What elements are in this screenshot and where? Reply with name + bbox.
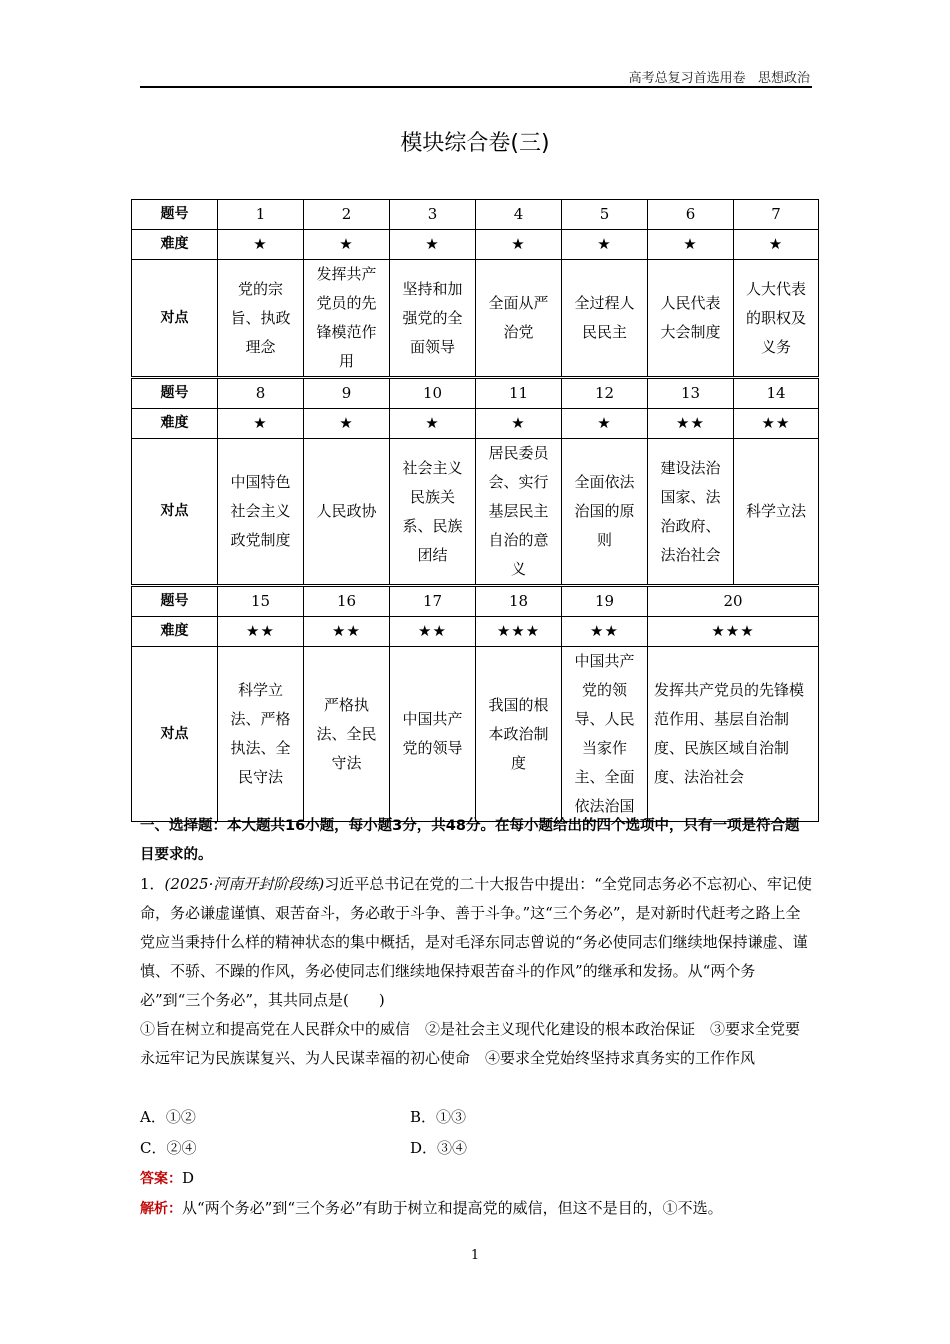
question-number: 4 bbox=[476, 200, 562, 230]
question-number: 17 bbox=[390, 586, 476, 617]
topic-cell: 党的宗旨、执政理念 bbox=[218, 260, 304, 378]
topic-cell: 全过程人民民主 bbox=[562, 260, 648, 378]
difficulty-stars: ★ bbox=[734, 230, 819, 260]
row-label-difficulty: 难度 bbox=[132, 230, 218, 260]
topic-cell: 中国共产党的领导 bbox=[390, 647, 476, 822]
row-label-topic: 对点 bbox=[132, 260, 218, 378]
difficulty-stars: ★ bbox=[218, 409, 304, 439]
question-number: 10 bbox=[390, 378, 476, 409]
table-row bbox=[132, 586, 819, 617]
difficulty-stars: ★★ bbox=[562, 617, 648, 647]
question-number: 3 bbox=[390, 200, 476, 230]
difficulty-stars: ★★ bbox=[390, 617, 476, 647]
question-number: 18 bbox=[476, 586, 562, 617]
topic-cell: 建设法治国家、法治政府、法治社会 bbox=[648, 439, 734, 586]
topic-cell: 全面依法治国的原则 bbox=[562, 439, 648, 586]
topic-cell: 严格执法、全民守法 bbox=[304, 647, 390, 822]
question-number: 6 bbox=[648, 200, 734, 230]
answer-line bbox=[140, 1164, 194, 1194]
question-number: 16 bbox=[304, 586, 390, 617]
analysis-line bbox=[140, 1194, 820, 1224]
row-label-topic: 对点 bbox=[132, 439, 218, 586]
table-row bbox=[132, 230, 819, 260]
answer-value: D bbox=[182, 1169, 195, 1187]
option-c: C．②④ bbox=[140, 1139, 197, 1157]
analysis-label: 解析： bbox=[140, 1201, 182, 1217]
answer-label: 答案： bbox=[140, 1171, 182, 1187]
question-number: 14 bbox=[734, 378, 819, 409]
question-stem bbox=[140, 870, 812, 1015]
question-source: (2025·河南开封阶段练) bbox=[164, 875, 325, 893]
row-label-topic: 对点 bbox=[132, 647, 218, 822]
page-header bbox=[629, 67, 810, 86]
topic-cell: 社会主义民族关系、民族团结 bbox=[390, 439, 476, 586]
row-label-difficulty: 难度 bbox=[132, 617, 218, 647]
question-number: 15 bbox=[218, 586, 304, 617]
table-row bbox=[132, 200, 819, 230]
row-label-difficulty: 难度 bbox=[132, 409, 218, 439]
page-number: 1 bbox=[470, 1248, 480, 1263]
topic-cell: 发挥共产党员的先锋模范作用、基层自治制度、民族区域自治制度、法治社会 bbox=[648, 647, 819, 822]
difficulty-stars: ★ bbox=[304, 409, 390, 439]
section-heading: 一、选择题：本大题共16小题，每小题3分，共48分。在每小题给出的四个选项中，只有一项是符合题目要求的。 bbox=[140, 818, 800, 863]
table-row bbox=[132, 409, 819, 439]
difficulty-stars: ★★ bbox=[304, 617, 390, 647]
topic-cell: 居民委员会、实行基层民主自治的意义 bbox=[476, 439, 562, 586]
option-a: A．①② bbox=[140, 1108, 196, 1126]
topic-cell: 人民代表大会制度 bbox=[648, 260, 734, 378]
table-row bbox=[132, 617, 819, 647]
question-number: 2 bbox=[304, 200, 390, 230]
option-b: B．①③ bbox=[410, 1108, 467, 1126]
difficulty-stars: ★★ bbox=[734, 409, 819, 439]
topic-cell: 中国特色社会主义政党制度 bbox=[218, 439, 304, 586]
difficulty-stars: ★★★ bbox=[476, 617, 562, 647]
page-title: 模块综合卷(三) bbox=[400, 131, 550, 156]
question-number-label: 1． bbox=[140, 875, 165, 893]
topic-cell: 中国共产党的领导、人民当家作主、全面依法治国 bbox=[562, 647, 648, 822]
topic-cell: 人大代表的职权及义务 bbox=[734, 260, 819, 378]
difficulty-stars: ★ bbox=[304, 230, 390, 260]
analysis-text: 从“两个务必”到“三个务必”有助于树立和提高党的威信，但这不是目的，①不选。 bbox=[182, 1199, 723, 1217]
question-number: 12 bbox=[562, 378, 648, 409]
question-number: 11 bbox=[476, 378, 562, 409]
row-label-number: 题号 bbox=[132, 200, 218, 230]
difficulty-stars: ★ bbox=[562, 409, 648, 439]
difficulty-stars: ★ bbox=[218, 230, 304, 260]
row-label-number: 题号 bbox=[132, 586, 218, 617]
difficulty-stars: ★ bbox=[648, 230, 734, 260]
question-number: 5 bbox=[562, 200, 648, 230]
topic-cell: 科学立法、严格执法、全民守法 bbox=[218, 647, 304, 822]
topic-cell: 我国的根本政治制度 bbox=[476, 647, 562, 822]
question-1 bbox=[140, 870, 812, 1073]
option-d: D．③④ bbox=[410, 1139, 468, 1157]
header-subject: 思想政治 bbox=[757, 71, 810, 86]
table-row bbox=[132, 260, 819, 378]
question-number: 13 bbox=[648, 378, 734, 409]
difficulty-stars: ★ bbox=[562, 230, 648, 260]
difficulty-stars: ★★ bbox=[218, 617, 304, 647]
header-book: 高考总复习首选用卷 bbox=[628, 71, 746, 86]
table-row bbox=[132, 378, 819, 409]
topic-cell: 发挥共产党员的先锋模范作用 bbox=[304, 260, 390, 378]
difficulty-stars: ★ bbox=[390, 230, 476, 260]
question-number: 9 bbox=[304, 378, 390, 409]
difficulty-stars: ★ bbox=[476, 409, 562, 439]
difficulty-stars: ★ bbox=[390, 409, 476, 439]
topic-cell: 坚持和加强党的全面领导 bbox=[390, 260, 476, 378]
difficulty-table bbox=[131, 199, 819, 822]
header-rule bbox=[140, 86, 812, 88]
question-statements: ①旨在树立和提高党在人民群众中的威信 ②是社会主义现代化建设的根本政治保证 ③要求全党要永远牢记为民族谋复兴、为人民谋幸福的初心使命 ④要求全党始终坚持求真务实的工作作风 bbox=[140, 1020, 801, 1067]
question-number: 7 bbox=[734, 200, 819, 230]
topic-cell: 科学立法 bbox=[734, 439, 819, 586]
answer-options bbox=[140, 1102, 812, 1164]
difficulty-stars: ★★★ bbox=[648, 617, 819, 647]
question-number: 20 bbox=[648, 586, 819, 617]
table-row bbox=[132, 439, 819, 586]
difficulty-stars: ★★ bbox=[648, 409, 734, 439]
table-row bbox=[132, 647, 819, 822]
row-label-number: 题号 bbox=[132, 378, 218, 409]
question-stem-text: 习近平总书记在党的二十大报告中提出：“全党同志务必不忘初心、牢记使命，务必谦虚谨慎、艰苦奋斗，务必敢于斗争、善于斗争。”这“三个务必”，是对新时代赶考之路上全党应当秉持什么样的精神状态的集中概括，是对毛泽东同志曾说的“务必使同志们继续地保持谦虚、谨慎、不骄、不躁的作风，务必使同志们继续地保持艰苦奋斗的作风”的继承和发扬。从“两个务必”到“三个务必”，其共同点是( ) bbox=[140, 875, 812, 1009]
question-number: 8 bbox=[218, 378, 304, 409]
difficulty-stars: ★ bbox=[476, 230, 562, 260]
question-number: 19 bbox=[562, 586, 648, 617]
question-number: 1 bbox=[218, 200, 304, 230]
topic-cell: 人民政协 bbox=[304, 439, 390, 586]
topic-cell: 全面从严治党 bbox=[476, 260, 562, 378]
